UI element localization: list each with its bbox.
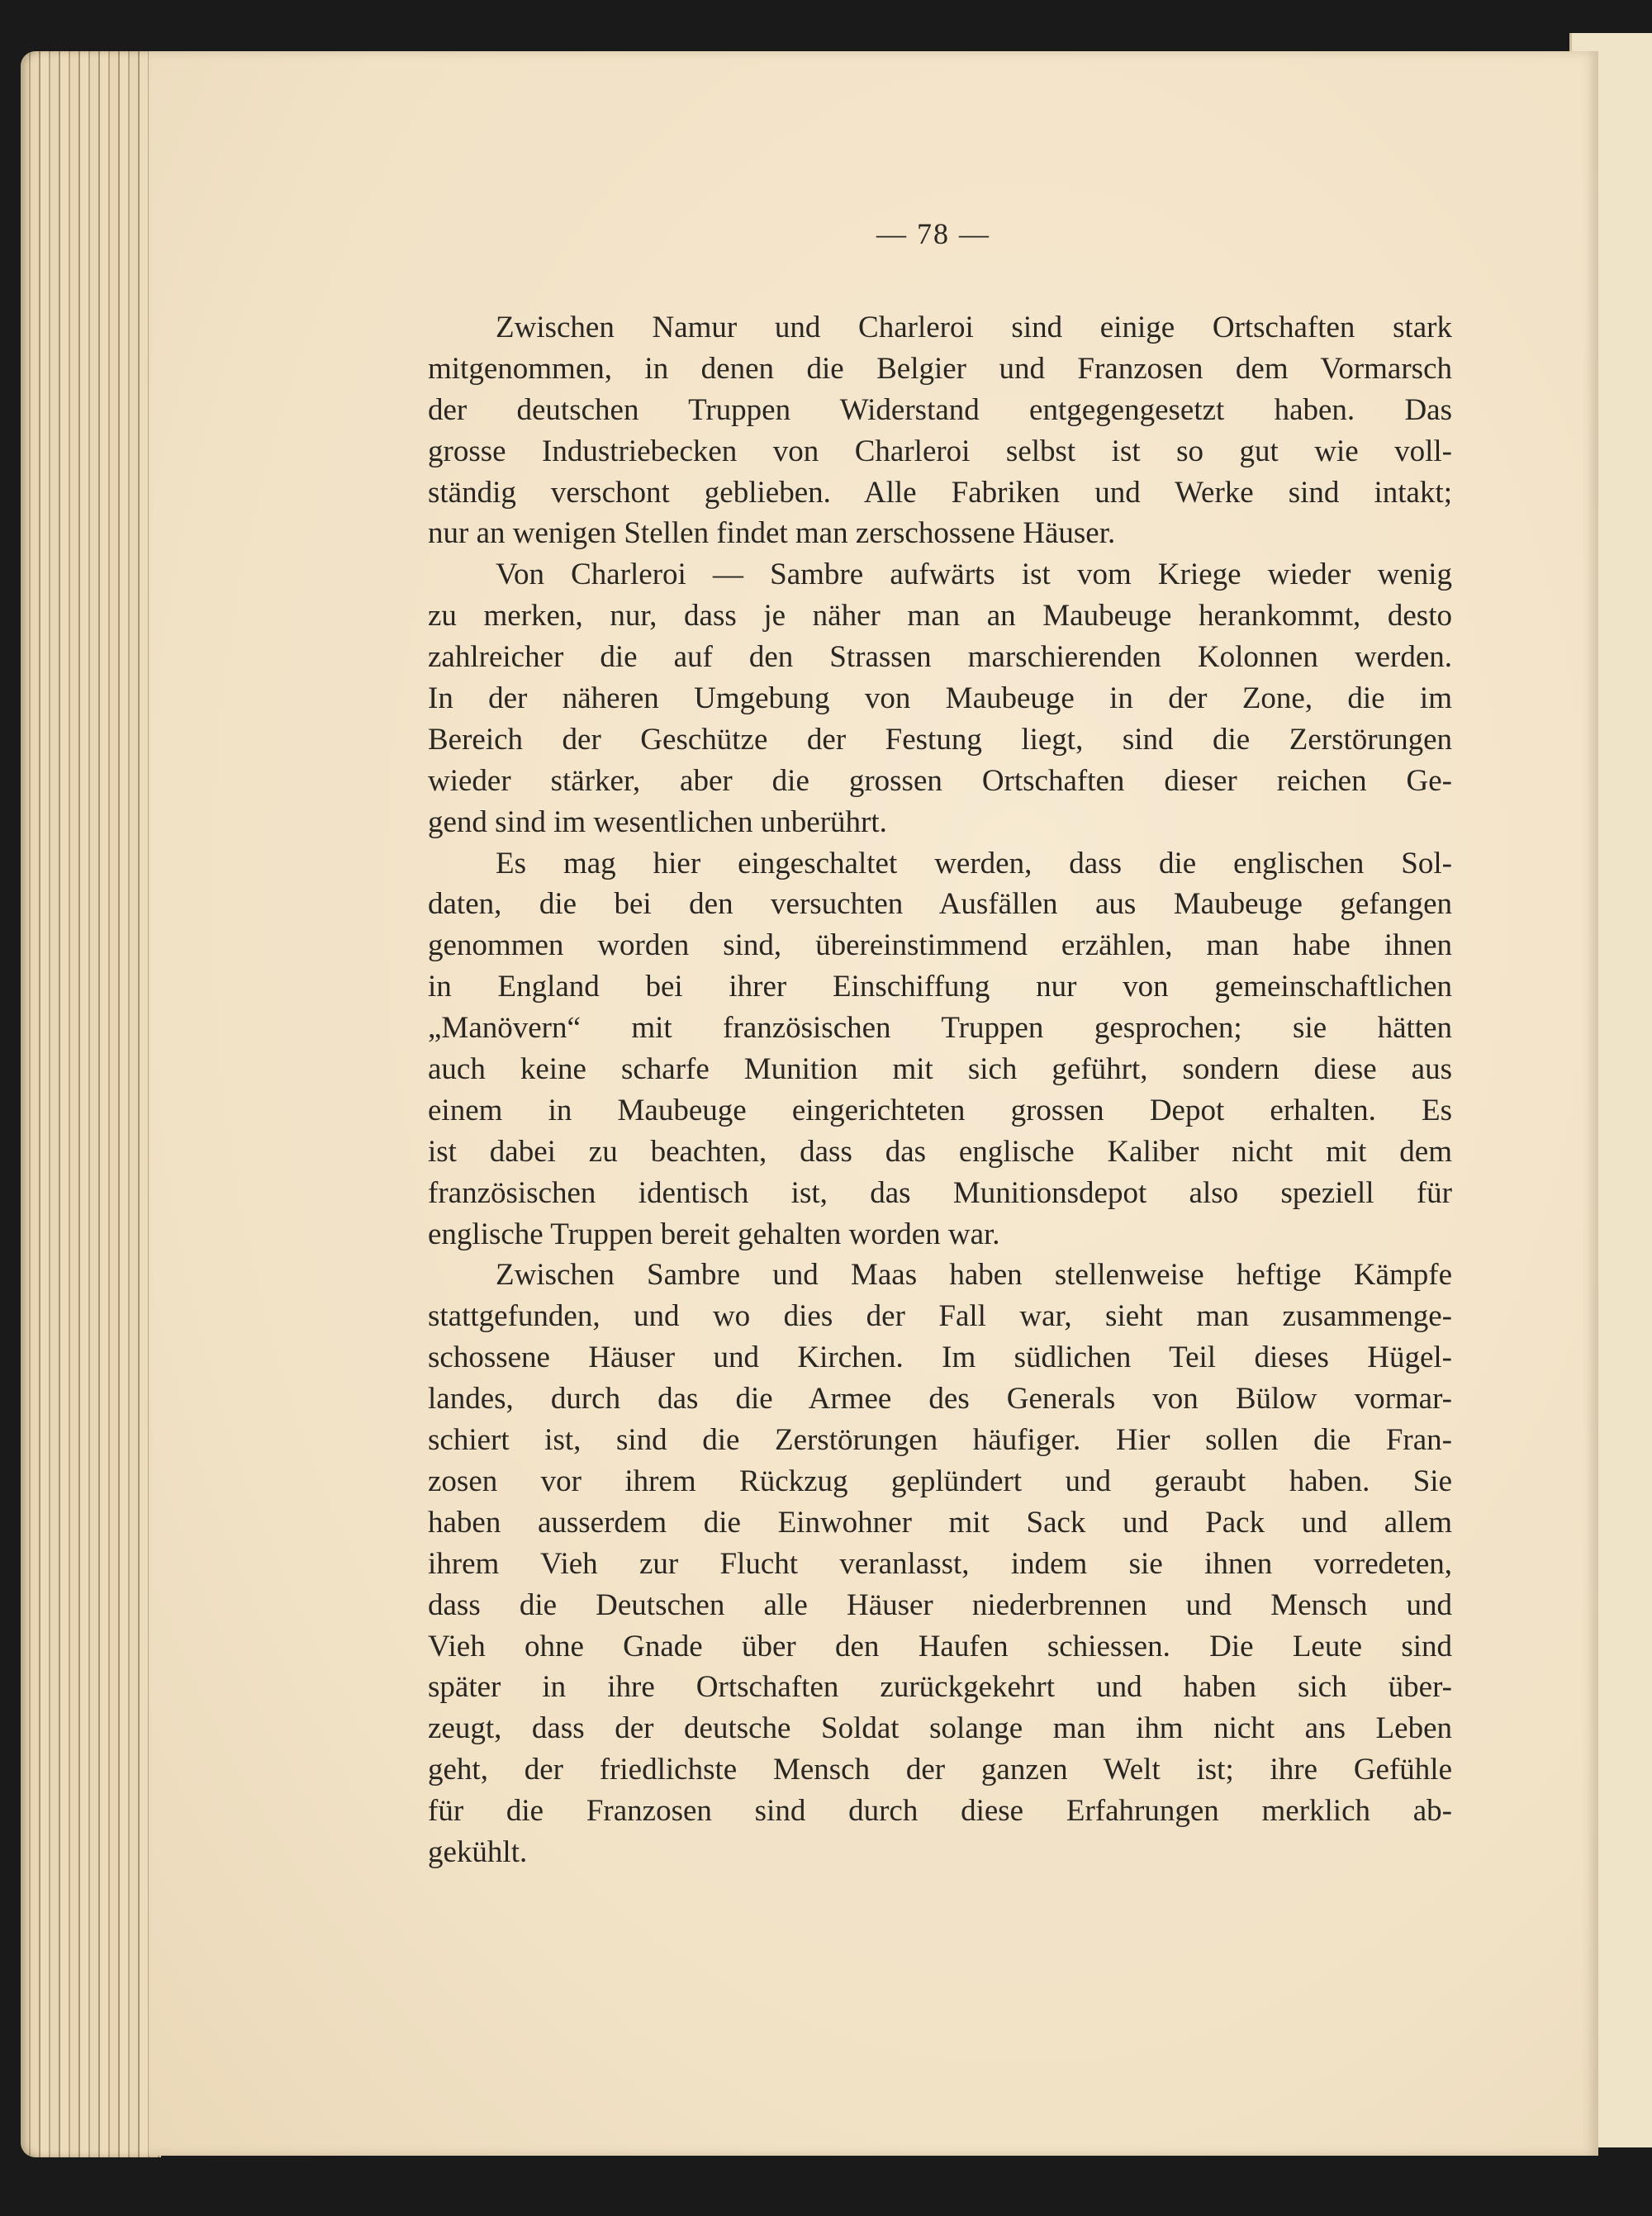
text-line: in England bei ihrer Einschiffung nur von gemeinschaftlichen: [428, 970, 1452, 1004]
text-line: grosse Industriebecken von Charleroi selbst ist so gut wie voll-: [428, 434, 1452, 468]
text-line: Bereich der Geschütze der Festung liegt, sind die Zerstörungen: [428, 722, 1452, 757]
text-line: gend sind im wesentlichen unberührt.: [428, 804, 887, 839]
text-line: zosen vor ihrem Rückzug geplündert und geraubt haben. Sie: [428, 1464, 1452, 1498]
text-line: gekühlt.: [428, 1834, 528, 1869]
text-line: landes, durch das die Armee des Generals von Bülow vormar-: [428, 1382, 1452, 1416]
text-line: Zwischen Sambre und Maas haben stellenweise heftige Kämpfe: [496, 1258, 1452, 1293]
text-line: Es mag hier eingeschaltet werden, dass die englischen Sol-: [496, 846, 1452, 880]
text-line: ständig verschont geblieben. Alle Fabriken und Werke sind intakt;: [428, 475, 1452, 510]
text-line: Vieh ohne Gnade über den Haufen schiessen. Die Leute sind: [428, 1629, 1452, 1663]
text-line: mitgenommen, in denen die Belgier und Franzosen dem Vormarsch: [428, 351, 1452, 386]
text-line: schiert ist, sind die Zerstörungen häufiger. Hier sollen die Fran-: [428, 1423, 1452, 1458]
body-text: [428, 307, 1452, 1873]
text-line: geht, der friedlichste Mensch der ganzen Welt ist; ihre Gefühle: [428, 1753, 1452, 1787]
paragraph: [428, 554, 1452, 842]
text-line: zu merken, nur, dass je näher man an Maubeuge herankommt, desto: [428, 599, 1452, 633]
text-line: zeugt, dass der deutsche Soldat solange man ihm nicht ans Leben: [428, 1711, 1452, 1746]
text-line: ihrem Vieh zur Flucht veranlasst, indem sie ihnen vorredeten,: [428, 1546, 1452, 1581]
text-line: dass die Deutschen alle Häuser niederbrennen und Mensch und: [428, 1587, 1452, 1622]
text-line: nur an wenigen Stellen findet man zerschossene Häuser.: [428, 516, 1116, 551]
text-line: „Manövern“ mit französischen Truppen gesprochen; sie hätten: [428, 1011, 1452, 1046]
text-line: auch keine scharfe Munition mit sich geführt, sondern diese aus: [428, 1052, 1452, 1087]
text-line: der deutschen Truppen Widerstand entgegengesetzt haben. Das: [428, 392, 1452, 427]
text-line: Zwischen Namur und Charleroi sind einige Ortschaften stark: [496, 311, 1452, 344]
text-line: französischen identisch ist, das Munitionsdepot also speziell für: [428, 1175, 1452, 1210]
text-line: für die Franzosen sind durch diese Erfahrungen merklich ab-: [428, 1794, 1452, 1829]
text-line: genommen worden sind, übereinstimmend erzählen, man habe ihnen: [428, 928, 1452, 963]
text-line: Von Charleroi — Sambre aufwärts ist vom Kriege wieder wenig: [496, 558, 1452, 592]
text-line: ist dabei zu beachten, dass das englische Kaliber nicht mit dem: [428, 1134, 1452, 1169]
page-number: — 78 —: [876, 217, 990, 250]
text-line: englische Truppen bereit gehalten worden war.: [428, 1217, 1000, 1251]
page-stack-edges: [21, 51, 161, 2157]
paragraph: [428, 1255, 1452, 1872]
text-line: wieder stärker, aber die grossen Ortschaften dieser reichen Ge-: [428, 763, 1452, 798]
paragraph: [428, 307, 1452, 554]
text-line: haben ausserdem die Einwohner mit Sack und Pack und allem: [428, 1505, 1452, 1540]
text-line: In der näheren Umgebung von Maubeuge in der Zone, die im: [428, 681, 1452, 716]
text-line: zahlreicher die auf den Strassen marschierenden Kolonnen werden.: [428, 640, 1452, 675]
text-line: einem in Maubeuge eingerichteten grossen Depot erhalten. Es: [428, 1093, 1452, 1127]
text-line: später in ihre Ortschaften zurückgekehrt und haben sich über-: [428, 1670, 1452, 1705]
text-line: schossene Häuser und Kirchen. Im südlichen Teil dieses Hügel-: [428, 1341, 1452, 1375]
text-line: daten, die bei den versuchten Ausfällen aus Maubeuge gefangen: [428, 887, 1452, 922]
paragraph: [428, 843, 1452, 1255]
text-line: stattgefunden, und wo dies der Fall war, sieht man zusammenge-: [428, 1299, 1452, 1334]
